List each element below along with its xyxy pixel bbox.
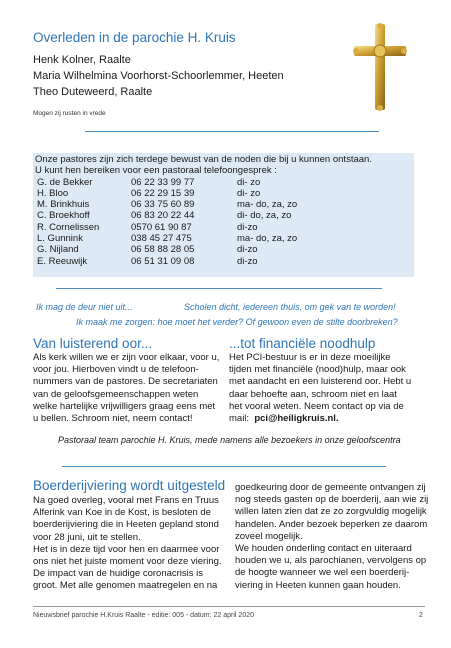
pastor-row [35, 244, 412, 255]
mail-link[interactable]: pci@heiligkruis.nl. [254, 413, 339, 425]
text-line: nummers van de pastores. De secretariaten [33, 376, 218, 388]
farm-heading: Boerderijviering wordt uitgesteld [33, 478, 226, 493]
pastor-name: G. de Bekker [37, 176, 93, 188]
pastor-phone: 06 58 88 28 05 [131, 244, 195, 256]
pastor-phone: 06 22 29 15 39 [131, 187, 195, 199]
text-line: van de geloofsgemeenschappen weten [33, 388, 199, 400]
deceased-name: Theo Duteweerd, Raalte [33, 86, 153, 98]
deceased-name: Henk Kolner, Raalte [33, 54, 131, 66]
text-line: De impact van de huidige coronacrisis is [33, 568, 204, 580]
pastors-intro: U kunt hen bereiken voor een pastoraal telefoongesprek : [35, 165, 277, 177]
pastor-row [35, 256, 412, 267]
pastor-phone: 06 83 20 22 44 [131, 210, 195, 222]
text-line: houden we u, als parochianen, vervolgens op [235, 555, 427, 567]
pastor-days: di-zo [237, 255, 258, 267]
pastor-row [35, 199, 412, 210]
pastor-name: H. Bloo [37, 187, 69, 199]
text-line: Als kerk willen we er zijn voor elkaar, voor u, [33, 352, 220, 363]
mail-label: mail: [229, 413, 255, 425]
financial-heading: ...tot financiële noodhulp [229, 336, 376, 351]
pastor-row [35, 188, 412, 199]
text-line: We houden onderling contact en uiteraard [235, 543, 412, 555]
quote: Ik maak me zorgen: hoe moet het verder? Of gewoon even de stilte doorbreken? [76, 317, 398, 327]
deceased-name: Maria Wilhelmina Voorhorst-Schoorlemmer, Heeten [33, 70, 284, 82]
quote: Scholen dicht, iedereen thuis, om gek van te worden! [184, 302, 396, 312]
listening-text [33, 352, 219, 425]
pastors-contact-box [33, 153, 414, 277]
pastor-phone: 06 33 75 60 89 [131, 199, 195, 211]
text-line: u bellen. Schroom niet, neem contact! [33, 413, 193, 425]
text-line: het vooral weten. Neem contact op via de [229, 400, 404, 412]
pastor-row [35, 210, 412, 221]
pastor-days: di- zo [237, 176, 261, 188]
text-line: de hoogte wanneer we wel een boerderij- [235, 567, 410, 579]
divider [56, 288, 382, 289]
text-line: tijden met financiële (nood)hulp, maar ook [229, 364, 406, 376]
quote: Ik mag de deur niet uit... [36, 302, 133, 312]
pastor-days: ma- do, za, zo [237, 233, 298, 245]
text-line: Het PCI-bestuur is er in deze moeilijke [229, 352, 391, 363]
pastor-phone: 06 22 33 99 77 [131, 176, 195, 188]
pastor-name: G. Nijland [37, 244, 79, 256]
page-number: 2 [419, 612, 423, 619]
pastoral-team-signature: Pastoraal team parochie H. Kruis, mede namens alle bezoekers in onze geloofscentra [58, 435, 401, 445]
farm-text-right [235, 482, 428, 592]
text-line: willen laten zien dat ze zo zorgvuldig mogelijk [235, 506, 427, 518]
text-line: met aandacht en een luisterend oor. Hebt u [229, 376, 412, 388]
pastor-phone: 038 45 27 475 [131, 233, 192, 245]
farm-text-left [33, 495, 222, 593]
text-line: zoveel mogelijk. [235, 530, 303, 542]
text-line: handelen. Ander bezoek beperken ze daarom [235, 518, 428, 530]
golden-cross-icon [352, 22, 408, 112]
text-line: Na goed overleg, vooral met Frans en Truus [33, 495, 219, 506]
text-line: welke hartelijke vrijwilligers graag eens met [33, 400, 216, 412]
pastor-name: E. Reeuwijk [37, 255, 88, 267]
rest-in-peace-text: Mogen zij rusten in vrede [33, 110, 106, 117]
pastor-name: R. Cornelissen [37, 221, 100, 233]
listening-heading: Van luisterend oor... [33, 336, 153, 351]
pastors-intro: Onze pastores zijn zich terdege bewust van de noden die bij u kunnen ontstaan. [35, 154, 372, 165]
pastor-name: M. Brinkhuis [37, 199, 90, 211]
footer-divider [33, 606, 425, 607]
text-line: voor jou. Hierboven vindt u de telefoon- [33, 364, 199, 376]
text-line: boerderijviering die in Heeten gepland stond [33, 519, 219, 531]
pastor-days: di-zo [237, 244, 258, 256]
text-line: Het is in deze tijd voor hen en daarmee voor [33, 543, 220, 555]
text-line: groot. Met alle genomen maatregelen en na [33, 580, 218, 592]
pastor-phone: 06 51 31 09 08 [131, 255, 195, 267]
pastor-days: di- do, za, zo [237, 210, 292, 222]
pastor-phone: 0570 61 90 87 [131, 221, 192, 233]
text-line: nog steeds gasten op de boerderij, aan wie zij [235, 494, 429, 506]
financial-text [229, 352, 411, 425]
pastor-days: di- zo [237, 187, 261, 199]
text-line: goedkeuring door de gemeente ontvangen zij [235, 482, 426, 493]
mail-line [229, 413, 411, 425]
text-line: viering in Heeten kunnen gaan houden. [235, 579, 401, 591]
footer-text: Nieuwsbrief parochie H.Kruis Raalte - editie: 005 - datum: 22 april 2020 [33, 612, 255, 619]
text-line: voor 28 juni, uit te stellen. [33, 531, 141, 543]
text-line: ons niet het juiste moment voor deze viering. [33, 556, 222, 568]
pastor-row [35, 222, 412, 233]
pastor-name: L. Gunnink [37, 233, 83, 245]
deceased-heading: Overleden in de parochie H. Kruis [33, 30, 236, 45]
pastor-days: di-zo [237, 221, 258, 233]
pastor-name: C. Broekhoff [37, 210, 90, 222]
deceased-names [33, 52, 284, 100]
text-line: daar behoefte aan, schroom niet en laat [229, 388, 397, 400]
pastor-days: ma- do, za, zo [237, 199, 298, 211]
divider [85, 131, 379, 132]
pastor-row [35, 233, 412, 244]
divider [62, 466, 386, 467]
pastor-row [35, 177, 412, 188]
text-line: Alferink van Koe in de Kost, is besloten de [33, 507, 211, 519]
